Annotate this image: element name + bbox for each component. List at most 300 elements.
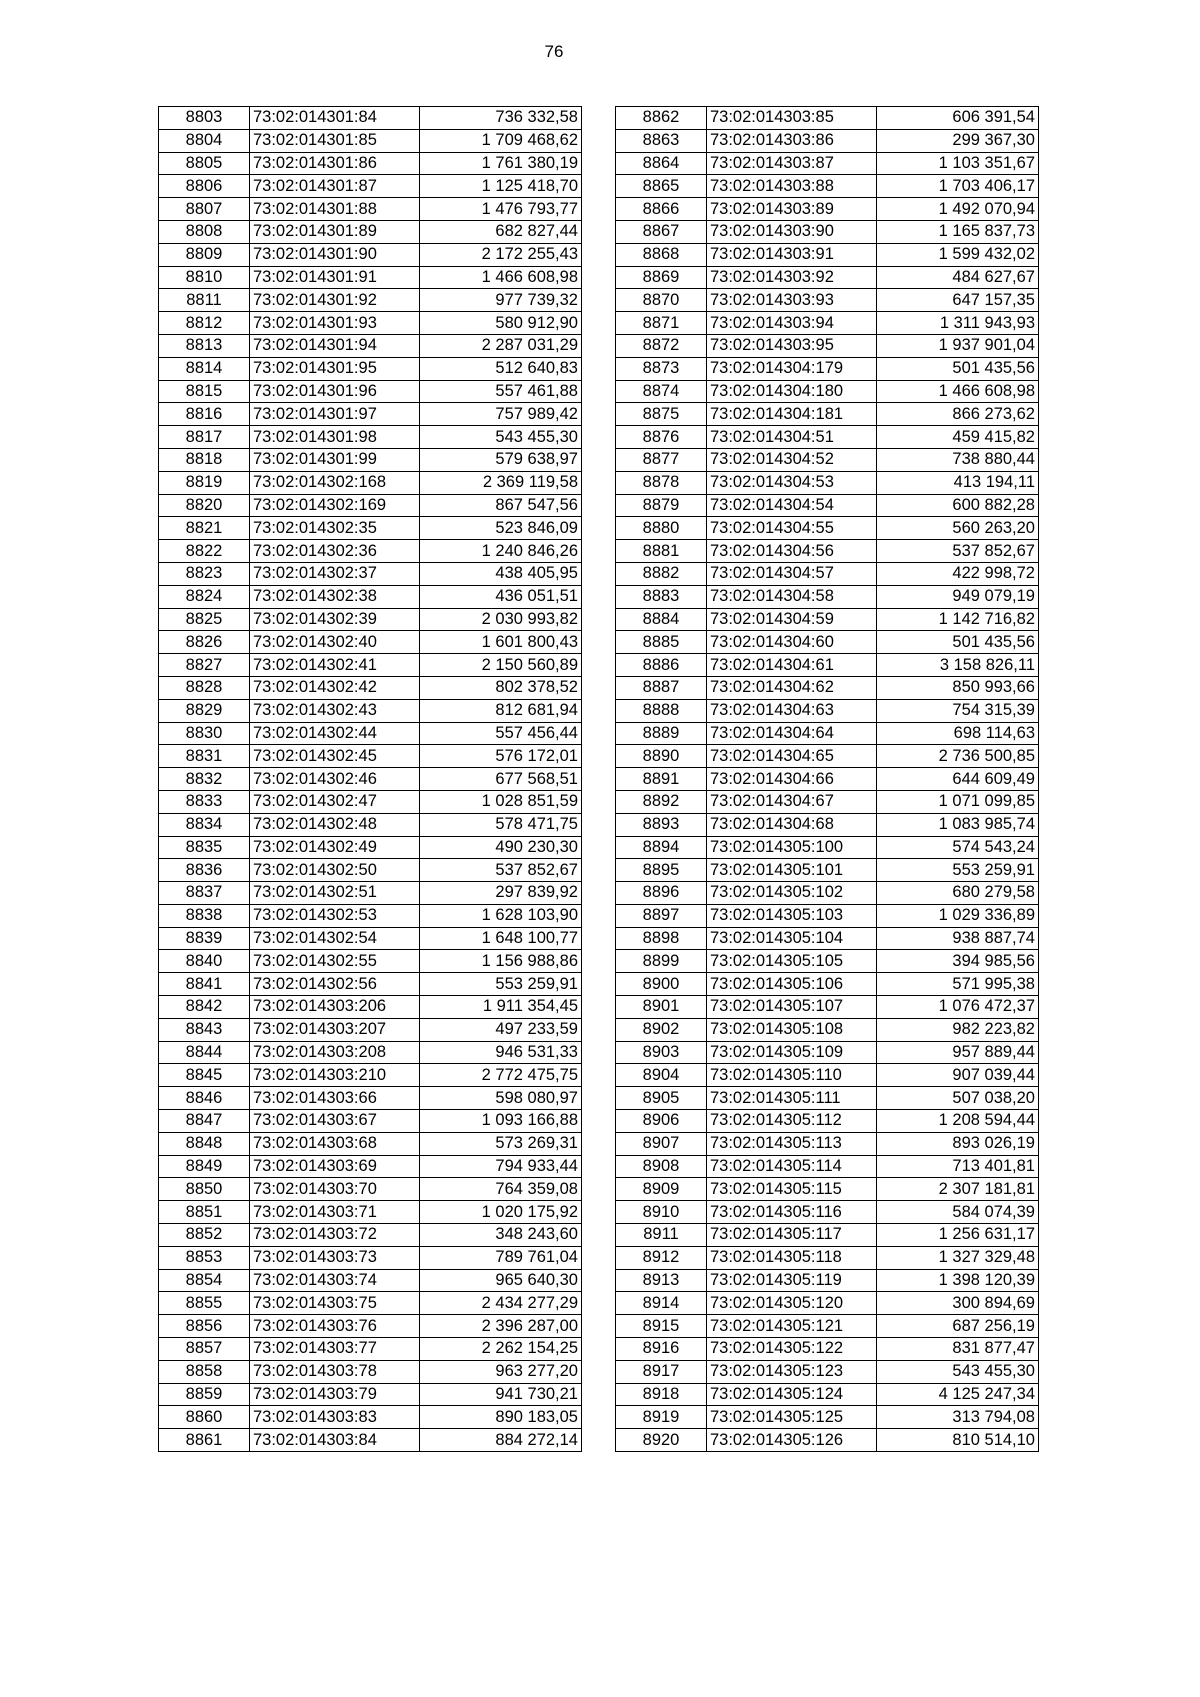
table-row (616, 1132, 1039, 1155)
row-number-cell: 8860 (159, 1406, 250, 1429)
value-amount-cell: 1 156 988,86 (420, 950, 582, 973)
table-row (159, 562, 582, 585)
register-table-right (615, 106, 1039, 1452)
value-amount-cell: 1 028 851,59 (420, 790, 582, 813)
row-number-cell: 8884 (616, 608, 707, 631)
value-amount-cell: 3 158 826,11 (877, 654, 1039, 677)
row-number-cell: 8896 (616, 882, 707, 905)
row-number-cell: 8813 (159, 334, 250, 357)
cadastral-number-cell: 73:02:014303:88 (707, 175, 877, 198)
value-amount-cell: 313 794,08 (877, 1406, 1039, 1429)
table-row (616, 494, 1039, 517)
cadastral-number-cell: 73:02:014303:78 (250, 1360, 420, 1383)
row-number-cell: 8855 (159, 1292, 250, 1315)
cadastral-number-cell: 73:02:014301:92 (250, 289, 420, 312)
table-row (159, 1360, 582, 1383)
value-amount-cell: 789 761,04 (420, 1246, 582, 1269)
table-row (616, 859, 1039, 882)
value-amount-cell: 1 709 468,62 (420, 129, 582, 152)
cadastral-number-cell: 73:02:014305:112 (707, 1110, 877, 1133)
row-number-cell: 8804 (159, 129, 250, 152)
row-number-cell: 8904 (616, 1064, 707, 1087)
row-number-cell: 8919 (616, 1406, 707, 1429)
cadastral-number-cell: 73:02:014304:57 (707, 562, 877, 585)
cadastral-number-cell: 73:02:014302:42 (250, 676, 420, 699)
table-row (159, 790, 582, 813)
value-amount-cell: 680 279,58 (877, 882, 1039, 905)
cadastral-number-cell: 73:02:014304:56 (707, 540, 877, 563)
value-amount-cell: 713 401,81 (877, 1155, 1039, 1178)
cadastral-number-cell: 73:02:014302:46 (250, 768, 420, 791)
table-row (616, 1360, 1039, 1383)
value-amount-cell: 644 609,49 (877, 768, 1039, 791)
row-number-cell: 8890 (616, 745, 707, 768)
row-number-cell: 8843 (159, 1018, 250, 1041)
table-row (159, 1132, 582, 1155)
row-number-cell: 8913 (616, 1269, 707, 1292)
cadastral-number-cell: 73:02:014302:55 (250, 950, 420, 973)
table-row (159, 1246, 582, 1269)
cadastral-number-cell: 73:02:014302:49 (250, 836, 420, 859)
value-amount-cell: 1 937 901,04 (877, 334, 1039, 357)
row-number-cell: 8901 (616, 996, 707, 1019)
table-row (616, 882, 1039, 905)
cadastral-number-cell: 73:02:014304:64 (707, 722, 877, 745)
cadastral-number-cell: 73:02:014303:207 (250, 1018, 420, 1041)
row-number-cell: 8876 (616, 426, 707, 449)
value-amount-cell: 1 466 608,98 (420, 266, 582, 289)
value-amount-cell: 866 273,62 (877, 403, 1039, 426)
cadastral-number-cell: 73:02:014303:91 (707, 243, 877, 266)
row-number-cell: 8875 (616, 403, 707, 426)
table-row (616, 129, 1039, 152)
row-number-cell: 8892 (616, 790, 707, 813)
value-amount-cell: 4 125 247,34 (877, 1383, 1039, 1406)
cadastral-number-cell: 73:02:014304:58 (707, 585, 877, 608)
value-amount-cell: 2 150 560,89 (420, 654, 582, 677)
value-amount-cell: 297 839,92 (420, 882, 582, 905)
table-row (159, 1383, 582, 1406)
cadastral-number-cell: 73:02:014305:100 (707, 836, 877, 859)
value-amount-cell: 982 223,82 (877, 1018, 1039, 1041)
cadastral-number-cell: 73:02:014305:114 (707, 1155, 877, 1178)
value-amount-cell: 2 287 031,29 (420, 334, 582, 357)
value-amount-cell: 543 455,30 (877, 1360, 1039, 1383)
cadastral-number-cell: 73:02:014304:59 (707, 608, 877, 631)
row-number-cell: 8827 (159, 654, 250, 677)
cadastral-number-cell: 73:02:014305:118 (707, 1246, 877, 1269)
cadastral-number-cell: 73:02:014302:56 (250, 973, 420, 996)
row-number-cell: 8888 (616, 699, 707, 722)
value-amount-cell: 831 877,47 (877, 1338, 1039, 1361)
cadastral-number-cell: 73:02:014303:84 (250, 1429, 420, 1452)
row-number-cell: 8849 (159, 1155, 250, 1178)
value-amount-cell: 965 640,30 (420, 1269, 582, 1292)
value-amount-cell: 890 183,05 (420, 1406, 582, 1429)
value-amount-cell: 571 995,38 (877, 973, 1039, 996)
value-amount-cell: 1 398 120,39 (877, 1269, 1039, 1292)
page-number: 76 (544, 42, 564, 61)
value-amount-cell: 677 568,51 (420, 768, 582, 791)
row-number-cell: 8824 (159, 585, 250, 608)
table-row (159, 1224, 582, 1247)
row-number-cell: 8865 (616, 175, 707, 198)
table-row (159, 745, 582, 768)
row-number-cell: 8885 (616, 631, 707, 654)
cadastral-number-cell: 73:02:014302:38 (250, 585, 420, 608)
value-amount-cell: 1 076 472,37 (877, 996, 1039, 1019)
table-row (159, 426, 582, 449)
value-amount-cell: 698 114,63 (877, 722, 1039, 745)
table-row (616, 380, 1039, 403)
cadastral-number-cell: 73:02:014303:86 (707, 129, 877, 152)
row-number-cell: 8916 (616, 1338, 707, 1361)
row-number-cell: 8895 (616, 859, 707, 882)
row-number-cell: 8815 (159, 380, 250, 403)
value-amount-cell: 1 476 793,77 (420, 198, 582, 221)
row-number-cell: 8831 (159, 745, 250, 768)
table-row (159, 1155, 582, 1178)
value-amount-cell: 884 272,14 (420, 1429, 582, 1452)
table-row (159, 654, 582, 677)
row-number-cell: 8886 (616, 654, 707, 677)
cadastral-number-cell: 73:02:014301:98 (250, 426, 420, 449)
table-row (616, 471, 1039, 494)
row-number-cell: 8821 (159, 517, 250, 540)
cadastral-number-cell: 73:02:014301:88 (250, 198, 420, 221)
cadastral-number-cell: 73:02:014303:76 (250, 1315, 420, 1338)
value-amount-cell: 2 307 181,81 (877, 1178, 1039, 1201)
value-amount-cell: 1 165 837,73 (877, 220, 1039, 243)
value-amount-cell: 1 020 175,92 (420, 1201, 582, 1224)
cadastral-number-cell: 73:02:014304:179 (707, 357, 877, 380)
table-row (159, 494, 582, 517)
table-row (616, 1315, 1039, 1338)
row-number-cell: 8861 (159, 1429, 250, 1452)
table-row (159, 904, 582, 927)
cadastral-number-cell: 73:02:014304:68 (707, 813, 877, 836)
table-row (616, 699, 1039, 722)
row-number-cell: 8837 (159, 882, 250, 905)
value-amount-cell: 413 194,11 (877, 471, 1039, 494)
table-row (616, 1110, 1039, 1133)
value-amount-cell: 957 889,44 (877, 1041, 1039, 1064)
value-amount-cell: 1 071 099,85 (877, 790, 1039, 813)
row-number-cell: 8882 (616, 562, 707, 585)
table-row (616, 654, 1039, 677)
cadastral-number-cell: 73:02:014303:206 (250, 996, 420, 1019)
cadastral-number-cell: 73:02:014305:122 (707, 1338, 877, 1361)
row-number-cell: 8857 (159, 1338, 250, 1361)
value-amount-cell: 574 543,24 (877, 836, 1039, 859)
row-number-cell: 8859 (159, 1383, 250, 1406)
row-number-cell: 8851 (159, 1201, 250, 1224)
value-amount-cell: 736 332,58 (420, 107, 582, 130)
value-amount-cell: 557 456,44 (420, 722, 582, 745)
value-amount-cell: 2 030 993,82 (420, 608, 582, 631)
cadastral-number-cell: 73:02:014302:50 (250, 859, 420, 882)
cadastral-number-cell: 73:02:014304:60 (707, 631, 877, 654)
value-amount-cell: 537 852,67 (877, 540, 1039, 563)
row-number-cell: 8879 (616, 494, 707, 517)
cadastral-number-cell: 73:02:014303:208 (250, 1041, 420, 1064)
row-number-cell: 8877 (616, 448, 707, 471)
table-row (616, 927, 1039, 950)
value-amount-cell: 1 208 594,44 (877, 1110, 1039, 1133)
row-number-cell: 8878 (616, 471, 707, 494)
cadastral-number-cell: 73:02:014302:45 (250, 745, 420, 768)
row-number-cell: 8819 (159, 471, 250, 494)
value-amount-cell: 867 547,56 (420, 494, 582, 517)
cadastral-number-cell: 73:02:014301:94 (250, 334, 420, 357)
table-row (616, 1041, 1039, 1064)
row-number-cell: 8803 (159, 107, 250, 130)
table-row (616, 996, 1039, 1019)
cadastral-number-cell: 73:02:014305:113 (707, 1132, 877, 1155)
cadastral-number-cell: 73:02:014304:51 (707, 426, 877, 449)
table-row (616, 1201, 1039, 1224)
cadastral-number-cell: 73:02:014301:90 (250, 243, 420, 266)
cadastral-number-cell: 73:02:014303:210 (250, 1064, 420, 1087)
value-amount-cell: 738 880,44 (877, 448, 1039, 471)
table-row (159, 631, 582, 654)
cadastral-number-cell: 73:02:014305:103 (707, 904, 877, 927)
row-number-cell: 8835 (159, 836, 250, 859)
cadastral-number-cell: 73:02:014301:86 (250, 152, 420, 175)
value-amount-cell: 757 989,42 (420, 403, 582, 426)
value-amount-cell: 438 405,95 (420, 562, 582, 585)
row-number-cell: 8871 (616, 312, 707, 335)
cadastral-number-cell: 73:02:014304:181 (707, 403, 877, 426)
row-number-cell: 8805 (159, 152, 250, 175)
value-amount-cell: 647 157,35 (877, 289, 1039, 312)
cadastral-number-cell: 73:02:014305:101 (707, 859, 877, 882)
row-number-cell: 8833 (159, 790, 250, 813)
row-number-cell: 8842 (159, 996, 250, 1019)
table-row (159, 1041, 582, 1064)
value-amount-cell: 553 259,91 (420, 973, 582, 996)
row-number-cell: 8910 (616, 1201, 707, 1224)
row-number-cell: 8825 (159, 608, 250, 631)
table-row (616, 950, 1039, 973)
cadastral-number-cell: 73:02:014303:77 (250, 1338, 420, 1361)
row-number-cell: 8850 (159, 1178, 250, 1201)
table-row (159, 334, 582, 357)
cadastral-number-cell: 73:02:014302:47 (250, 790, 420, 813)
value-amount-cell: 2 396 287,00 (420, 1315, 582, 1338)
table-row (616, 243, 1039, 266)
cadastral-number-cell: 73:02:014303:73 (250, 1246, 420, 1269)
cadastral-number-cell: 73:02:014301:87 (250, 175, 420, 198)
table-row (616, 517, 1039, 540)
row-number-cell: 8906 (616, 1110, 707, 1133)
row-number-cell: 8894 (616, 836, 707, 859)
row-number-cell: 8870 (616, 289, 707, 312)
cadastral-number-cell: 73:02:014305:126 (707, 1429, 877, 1452)
row-number-cell: 8915 (616, 1315, 707, 1338)
cadastral-number-cell: 73:02:014302:36 (250, 540, 420, 563)
row-number-cell: 8899 (616, 950, 707, 973)
row-number-cell: 8812 (159, 312, 250, 335)
row-number-cell: 8902 (616, 1018, 707, 1041)
row-number-cell: 8807 (159, 198, 250, 221)
value-amount-cell: 299 367,30 (877, 129, 1039, 152)
row-number-cell: 8846 (159, 1087, 250, 1110)
value-amount-cell: 1 761 380,19 (420, 152, 582, 175)
value-amount-cell: 938 887,74 (877, 927, 1039, 950)
value-amount-cell: 507 038,20 (877, 1087, 1039, 1110)
row-number-cell: 8814 (159, 357, 250, 380)
row-number-cell: 8905 (616, 1087, 707, 1110)
table-row (616, 312, 1039, 335)
row-number-cell: 8903 (616, 1041, 707, 1064)
row-number-cell: 8840 (159, 950, 250, 973)
cadastral-number-cell: 73:02:014303:67 (250, 1110, 420, 1133)
table-row (159, 1338, 582, 1361)
table-row (159, 1087, 582, 1110)
table-row (616, 1429, 1039, 1452)
value-amount-cell: 1 327 329,48 (877, 1246, 1039, 1269)
cadastral-number-cell: 73:02:014303:92 (707, 266, 877, 289)
value-amount-cell: 484 627,67 (877, 266, 1039, 289)
table-row (159, 540, 582, 563)
table-row (159, 289, 582, 312)
table-row (159, 380, 582, 403)
table-row (159, 768, 582, 791)
cadastral-number-cell: 73:02:014302:53 (250, 904, 420, 927)
cadastral-number-cell: 73:02:014301:89 (250, 220, 420, 243)
value-amount-cell: 2 434 277,29 (420, 1292, 582, 1315)
cadastral-number-cell: 73:02:014305:120 (707, 1292, 877, 1315)
value-amount-cell: 754 315,39 (877, 699, 1039, 722)
value-amount-cell: 1 142 716,82 (877, 608, 1039, 631)
value-amount-cell: 812 681,94 (420, 699, 582, 722)
row-number-cell: 8869 (616, 266, 707, 289)
table-row (159, 175, 582, 198)
row-number-cell: 8863 (616, 129, 707, 152)
table-row (159, 471, 582, 494)
table-row (616, 608, 1039, 631)
table-row (616, 745, 1039, 768)
table-row (159, 357, 582, 380)
row-number-cell: 8854 (159, 1269, 250, 1292)
row-number-cell: 8822 (159, 540, 250, 563)
cadastral-number-cell: 73:02:014305:116 (707, 1201, 877, 1224)
table-row (159, 1429, 582, 1452)
cadastral-number-cell: 73:02:014305:107 (707, 996, 877, 1019)
table-row (616, 1087, 1039, 1110)
cadastral-number-cell: 73:02:014303:90 (707, 220, 877, 243)
cadastral-number-cell: 73:02:014304:65 (707, 745, 877, 768)
value-amount-cell: 537 852,67 (420, 859, 582, 882)
row-number-cell: 8898 (616, 927, 707, 950)
row-number-cell: 8887 (616, 676, 707, 699)
table-row (159, 312, 582, 335)
table-row (159, 1269, 582, 1292)
cadastral-number-cell: 73:02:014303:74 (250, 1269, 420, 1292)
value-amount-cell: 580 912,90 (420, 312, 582, 335)
row-number-cell: 8893 (616, 813, 707, 836)
value-amount-cell: 606 391,54 (877, 107, 1039, 130)
value-amount-cell: 576 172,01 (420, 745, 582, 768)
table-row (159, 243, 582, 266)
row-number-cell: 8848 (159, 1132, 250, 1155)
cadastral-number-cell: 73:02:014301:93 (250, 312, 420, 335)
value-amount-cell: 573 269,31 (420, 1132, 582, 1155)
value-amount-cell: 2 772 475,75 (420, 1064, 582, 1087)
value-amount-cell: 2 172 255,43 (420, 243, 582, 266)
table-row (616, 676, 1039, 699)
cadastral-number-cell: 73:02:014305:106 (707, 973, 877, 996)
value-amount-cell: 1 311 943,93 (877, 312, 1039, 335)
value-amount-cell: 1 599 432,02 (877, 243, 1039, 266)
table-row (159, 198, 582, 221)
cadastral-number-cell: 73:02:014304:180 (707, 380, 877, 403)
table-row (616, 220, 1039, 243)
value-amount-cell: 578 471,75 (420, 813, 582, 836)
value-amount-cell: 348 243,60 (420, 1224, 582, 1247)
table-row (159, 836, 582, 859)
value-amount-cell: 512 640,83 (420, 357, 582, 380)
row-number-cell: 8873 (616, 357, 707, 380)
cadastral-number-cell: 73:02:014302:169 (250, 494, 420, 517)
cadastral-number-cell: 73:02:014301:84 (250, 107, 420, 130)
cadastral-number-cell: 73:02:014305:108 (707, 1018, 877, 1041)
row-number-cell: 8836 (159, 859, 250, 882)
row-number-cell: 8872 (616, 334, 707, 357)
table-row (159, 1178, 582, 1201)
row-number-cell: 8917 (616, 1360, 707, 1383)
table-row (159, 1201, 582, 1224)
cadastral-number-cell: 73:02:014302:37 (250, 562, 420, 585)
cadastral-number-cell: 73:02:014302:40 (250, 631, 420, 654)
table-row (616, 768, 1039, 791)
value-amount-cell: 1 240 846,26 (420, 540, 582, 563)
row-number-cell: 8909 (616, 1178, 707, 1201)
table-row (616, 1292, 1039, 1315)
value-amount-cell: 2 369 119,58 (420, 471, 582, 494)
row-number-cell: 8918 (616, 1383, 707, 1406)
cadastral-number-cell: 73:02:014303:87 (707, 152, 877, 175)
value-amount-cell: 436 051,51 (420, 585, 582, 608)
table-row (616, 836, 1039, 859)
table-row (616, 107, 1039, 130)
table-row (616, 334, 1039, 357)
value-amount-cell: 300 894,69 (877, 1292, 1039, 1315)
value-amount-cell: 2 736 500,85 (877, 745, 1039, 768)
cadastral-number-cell: 73:02:014305:121 (707, 1315, 877, 1338)
value-amount-cell: 557 461,88 (420, 380, 582, 403)
row-number-cell: 8809 (159, 243, 250, 266)
table-row (159, 882, 582, 905)
table-row (616, 562, 1039, 585)
cadastral-number-cell: 73:02:014304:67 (707, 790, 877, 813)
table-row (159, 950, 582, 973)
table-row (616, 631, 1039, 654)
row-number-cell: 8845 (159, 1064, 250, 1087)
row-number-cell: 8808 (159, 220, 250, 243)
row-number-cell: 8820 (159, 494, 250, 517)
cadastral-number-cell: 73:02:014305:105 (707, 950, 877, 973)
value-amount-cell: 1 703 406,17 (877, 175, 1039, 198)
cadastral-number-cell: 73:02:014303:83 (250, 1406, 420, 1429)
value-amount-cell: 1 083 985,74 (877, 813, 1039, 836)
cadastral-number-cell: 73:02:014302:51 (250, 882, 420, 905)
table-row (616, 585, 1039, 608)
cadastral-number-cell: 73:02:014304:61 (707, 654, 877, 677)
row-number-cell: 8830 (159, 722, 250, 745)
table-row (616, 289, 1039, 312)
